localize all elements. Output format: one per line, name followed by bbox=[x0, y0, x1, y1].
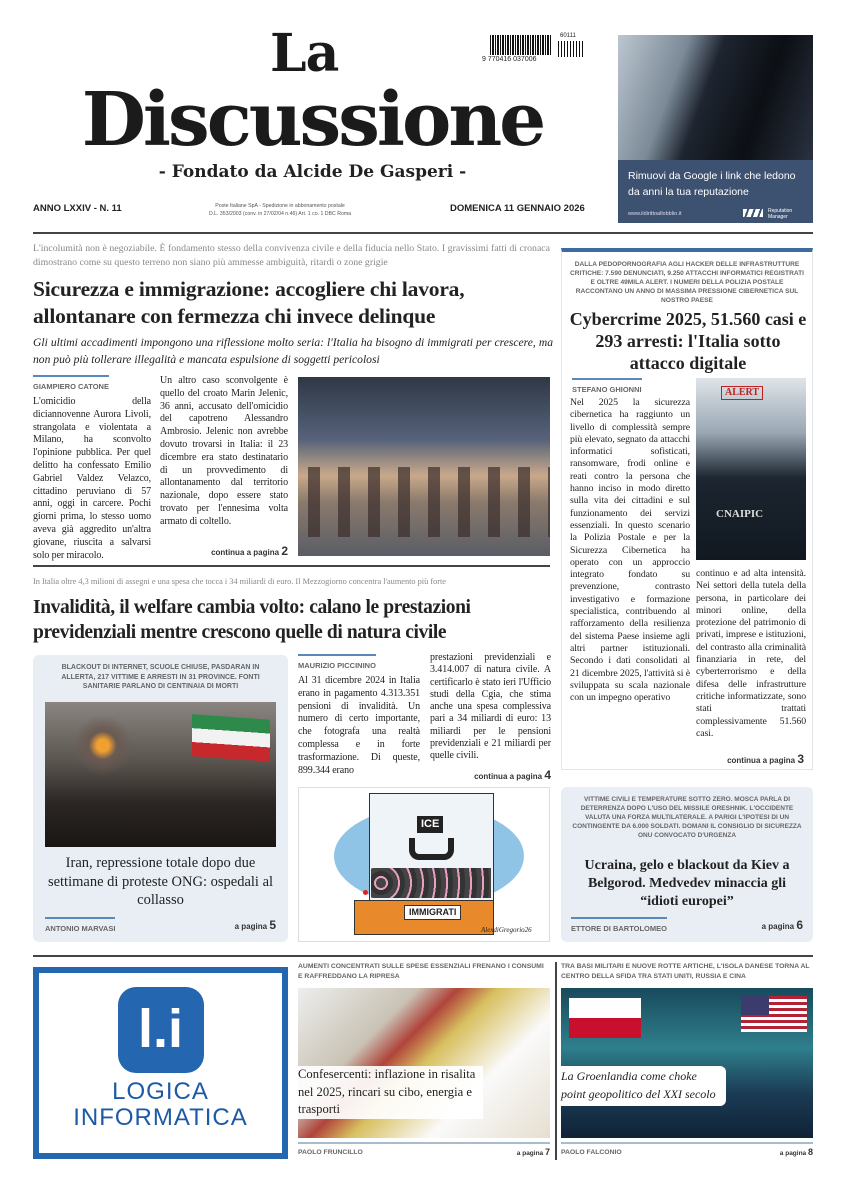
greenland-continue-link[interactable]: a pagina 8 bbox=[779, 1147, 813, 1157]
ukraine-continue-link[interactable]: a pagina 6 bbox=[761, 918, 803, 932]
photo-alert-text: ALERT bbox=[721, 386, 763, 400]
ukraine-box[interactable] bbox=[561, 787, 813, 942]
logica-line1: LOGICA bbox=[112, 1078, 209, 1105]
greenland-photo-submarine bbox=[561, 988, 813, 1138]
iran-continue-link[interactable]: a pagina 5 bbox=[234, 918, 276, 932]
ad-brand-logo-icon bbox=[743, 209, 763, 217]
postal-info bbox=[195, 202, 365, 218]
logica-informatica-ad[interactable] bbox=[33, 967, 288, 1159]
cyber-photo-operator bbox=[696, 378, 806, 560]
greenland-flag bbox=[569, 998, 641, 1038]
logica-line2: INFORMATICA bbox=[73, 1104, 248, 1131]
issue-date: DOMENICA 11 GENNAIO 2026 bbox=[450, 203, 585, 214]
cyber-kicker: DALLA PEDOPORNOGRAFIA AGLI HACKER DELLE INFRASTRUTTURE CRITICHE: 7.590 DENUNCIATI, 9.250 ATTACCHI INFORMATICI REGISTRATI E OLTRE 49MILA ALERT. I NUMERI DELLA POLIZIA POSTALE RACCONTANO UN ANNO DI MASSIMA PRESSIONE CIBERNETICA SUL NOSTRO PAESE bbox=[570, 261, 804, 304]
cyber-headline: Cybercrime 2025, 51.560 casi e 293 arresti: l'Italia sotto attacco digitale bbox=[569, 309, 807, 373]
claw-label: ICE bbox=[417, 816, 443, 833]
iran-byline: ANTONIO MARVASI bbox=[45, 917, 115, 933]
iran-protest-photo bbox=[45, 702, 276, 847]
greenland-kicker: TRA BASI MILITARI E NUOVE ROTTE ARTICHE, L'ISOLA DANESE TORNA AL CENTRO DELLA SFIDA TRA STATI UNITI, RUSSIA E CINA bbox=[561, 963, 810, 980]
greenland-headline: La Groenlandia come choke point geopolitico del XXI secolo bbox=[561, 1066, 726, 1106]
welfare-byline: MAURIZIO PICCININO bbox=[298, 654, 376, 670]
ukraine-byline: ETTORE DI BARTOLOMEO bbox=[571, 917, 667, 933]
welfare-col2: prestazioni previdenziali e 3.414.007 di natura civile. A certificarlo è stato ieri l'Ufficio studi della Cgia, che stima anche una spesa complessiva pari a 34 miliardi di euro: 13 miliardi per le pensioni previdenziali e 21 miliardi per quelle civili. bbox=[430, 652, 551, 762]
lead-continue-link[interactable]: continua a pagina 2 bbox=[211, 544, 288, 558]
cyber-byline: STEFANO GHIONNI bbox=[572, 378, 642, 394]
divider bbox=[33, 232, 813, 234]
inflation-story[interactable] bbox=[298, 962, 550, 1162]
welfare-kicker: In Italia oltre 4,3 milioni di assegni e una spesa che tocca i 34 miliardi di euro. Il Mezzogiorno concentra l'aumento più forte bbox=[33, 577, 446, 586]
inflation-kicker: AUMENTI CONCENTRATI SULLE SPESE ESSENZIALI FRENANO I CONSUMI E RAFFREDDANO LA RIPRESA bbox=[298, 963, 544, 980]
masthead-title: Discussione bbox=[81, 77, 544, 163]
ad-image bbox=[618, 35, 813, 160]
barcode-addon: 60111 bbox=[560, 33, 576, 39]
lead-byline: GIAMPIERO CATONE bbox=[33, 375, 109, 391]
barcode bbox=[482, 35, 592, 65]
masthead-title-top: La bbox=[270, 23, 339, 84]
greenland-story[interactable] bbox=[561, 962, 813, 1162]
divider bbox=[33, 565, 550, 567]
ukraine-headline: Ucraina, gelo e blackout da Kiev a Belgorod. Medvedev minaccia gli “idioti europei” bbox=[584, 858, 790, 909]
postal-line1: Poste Italiane SpA - Spedizione in abbonamento postale bbox=[215, 203, 345, 209]
reputation-ad[interactable] bbox=[618, 35, 813, 223]
inflation-headline: Confesercenti: inflazione in risalita nel 2025, rincari su cibo, energia e trasporti bbox=[298, 1066, 483, 1119]
column-divider bbox=[555, 962, 557, 1160]
welfare-headline[interactable]: Invalidità, il welfare cambia volto: calano le prestazioni previdenziali mentre crescono quelle di natura civile bbox=[33, 597, 471, 643]
issue-number: ANNO LXXIV - N. 11 bbox=[33, 203, 122, 214]
ukraine-kicker: VITTIME CIVILI E TEMPERATURE SOTTO ZERO. MOSCA PARLA DI DETERRENZA DOPO L'USO DEL MISSILE ORESHNIK. L'OCCIDENTE VALUTA UNA FORZA MULTILATERALE. A PARIGI L'IPOTESI DI UN CONTINGENTE DA 6.000 SOLDATI. DOMANI IL CONSIGLIO DI SICUREZZA ONU CONVOCATO D'URGENZA bbox=[572, 796, 802, 839]
cyber-col2: continuo e ad alta intensità. Nei settori della tutela della persona, in particolare dei minori online, della protezione del patrimonio di privati, imprese e istituzioni, del contrasto alla criminalità finanziaria in rete, del cyberterrorismo e della difesa delle infrastrutture critiche informatizzate, sono stati trattati complessivamente 51.560 casi. bbox=[696, 568, 806, 739]
iran-kicker: BLACKOUT DI INTERNET, SCUOLE CHIUSE, PASDARAN IN ALLERTA, 217 VITTIME E ARRESTI IN 31 PROVINCE. FONTI SANITARIE PARLANO DI CENTINAIA DI MORTI bbox=[61, 664, 260, 690]
ad-text: Rimuovi da Google i link che ledono da anni la tua reputazione bbox=[628, 170, 796, 198]
iran-headline: Iran, repressione totale dopo due settimane di proteste ONG: ospedali al collasso bbox=[47, 855, 274, 908]
iran-box[interactable] bbox=[33, 655, 288, 942]
ad-brand: Reputation Manager bbox=[768, 208, 793, 220]
inflation-byline: PAOLO FRUNCILLO bbox=[298, 1149, 363, 1156]
ad-url: www.ildirittoallobblio.it bbox=[628, 211, 682, 217]
lead-col2: Un altro caso sconvolgente è quello del croato Marin Jelenic, 36 anni, accusato dell'omicidio del capotreno Alessandro Ambrosio. Jelenic non avrebbe dovuto trovarsi in Italia: il 23 dicembre era stato destinatario di un provvedimento di allontanamento dal territorio nazionale, dopo essere stato trovato per l'ennesima volta armato di coltello. bbox=[160, 375, 288, 527]
cartoon-claw-machine bbox=[298, 787, 550, 942]
welfare-continue-link[interactable]: continua a pagina 4 bbox=[474, 768, 551, 782]
cartoon-signature: AlexdiGregorio26 bbox=[481, 926, 532, 934]
masthead-motto: - Fondato da Alcide De Gasperi - bbox=[158, 162, 467, 182]
postal-line2: D.L. 353/2003 (conv. in 27/02/04 n.46) Art. 1 co. 1 DBC Roma bbox=[208, 211, 352, 217]
inflation-continue-link[interactable]: a pagina 7 bbox=[516, 1147, 550, 1157]
cartoon-sign: IMMIGRATI bbox=[404, 905, 461, 920]
lead-headline[interactable]: Sicurezza e immigrazione: accogliere chi lavora, allontanare con fermezza chi invece delinque bbox=[33, 277, 465, 328]
divider bbox=[33, 955, 813, 957]
barcode-number: 9 770416 037006 bbox=[482, 56, 537, 63]
greenland-byline: PAOLO FALCONIO bbox=[561, 1149, 622, 1156]
welfare-col1: Al 31 dicembre 2024 in Italia erano in pagamento 4.313.351 pensioni di invalidità. Un numero di certo importante, che fotografa una realtà complessa e in forte trasformazione. Di queste, 899.344 erano bbox=[298, 675, 420, 776]
usa-flag bbox=[741, 996, 807, 1032]
cyber-box[interactable] bbox=[561, 248, 813, 770]
iran-flag bbox=[192, 714, 270, 761]
photo-cnaipic-text: CNAIPIC bbox=[716, 508, 764, 520]
logica-logo-icon: l.i bbox=[118, 987, 204, 1073]
lead-photo-migrants-plane bbox=[298, 377, 550, 556]
cyber-col1: Nel 2025 la sicurezza cibernetica ha raggiunto un livello di complessità sempre più elevato, segnato da attacchi informatici sofisticati, ransomware, frodi online e reati contro la persona che hanno inciso in modo diretto sulla vita dei cittadini e sul funzionamento dei servizi essenziali. In questo scenario la Polizia Postale e per la Sicurezza Cibernetica ha operato con un approccio integrato fondato su prevenzione, contrasto investigativo e formazione specialistica, contribuendo al rafforzamento della resilienza del sistema Paese insieme agli altri partner istituzionali. Secondo i dati consolidati al 21 dicembre 2025, l'attività si è sviluppata su scala nazionale con un impegno operativo bbox=[570, 397, 690, 704]
lead-subhead: Gli ultimi accadimenti impongono una riflessione molto seria: l'Italia ha bisogno di immigrati per crescere, ma non può più tollerare illegalità e mancata espulsione di soggetti pericolosi bbox=[33, 336, 553, 366]
lead-col1: L'omicidio della diciannovenne Aurora Livoli, strangolata e violentata a Milano, ha sconvolto l'opinione pubblica. Per quel delitto ha confessato Emilio Gabriel Valdez Velazco, cittadino peruviano di 57 anni, oggi in carcere. Pochi giorni prima, lo stesso uomo aveva già aggredito un'altra giovane, riuscita a salvarsi solo per miracolo. bbox=[33, 396, 151, 561]
cyber-continue-link[interactable]: continua a pagina 3 bbox=[727, 752, 804, 766]
lead-kicker: L'incolumità non è negoziabile. È fondamento stesso della convivenza civile e della fiducia nello Stato. I gravissimi fatti di cronaca dimostrano come su questo terreno non siano più ammesse ambiguità, ritardi o zone grigie bbox=[33, 243, 550, 268]
